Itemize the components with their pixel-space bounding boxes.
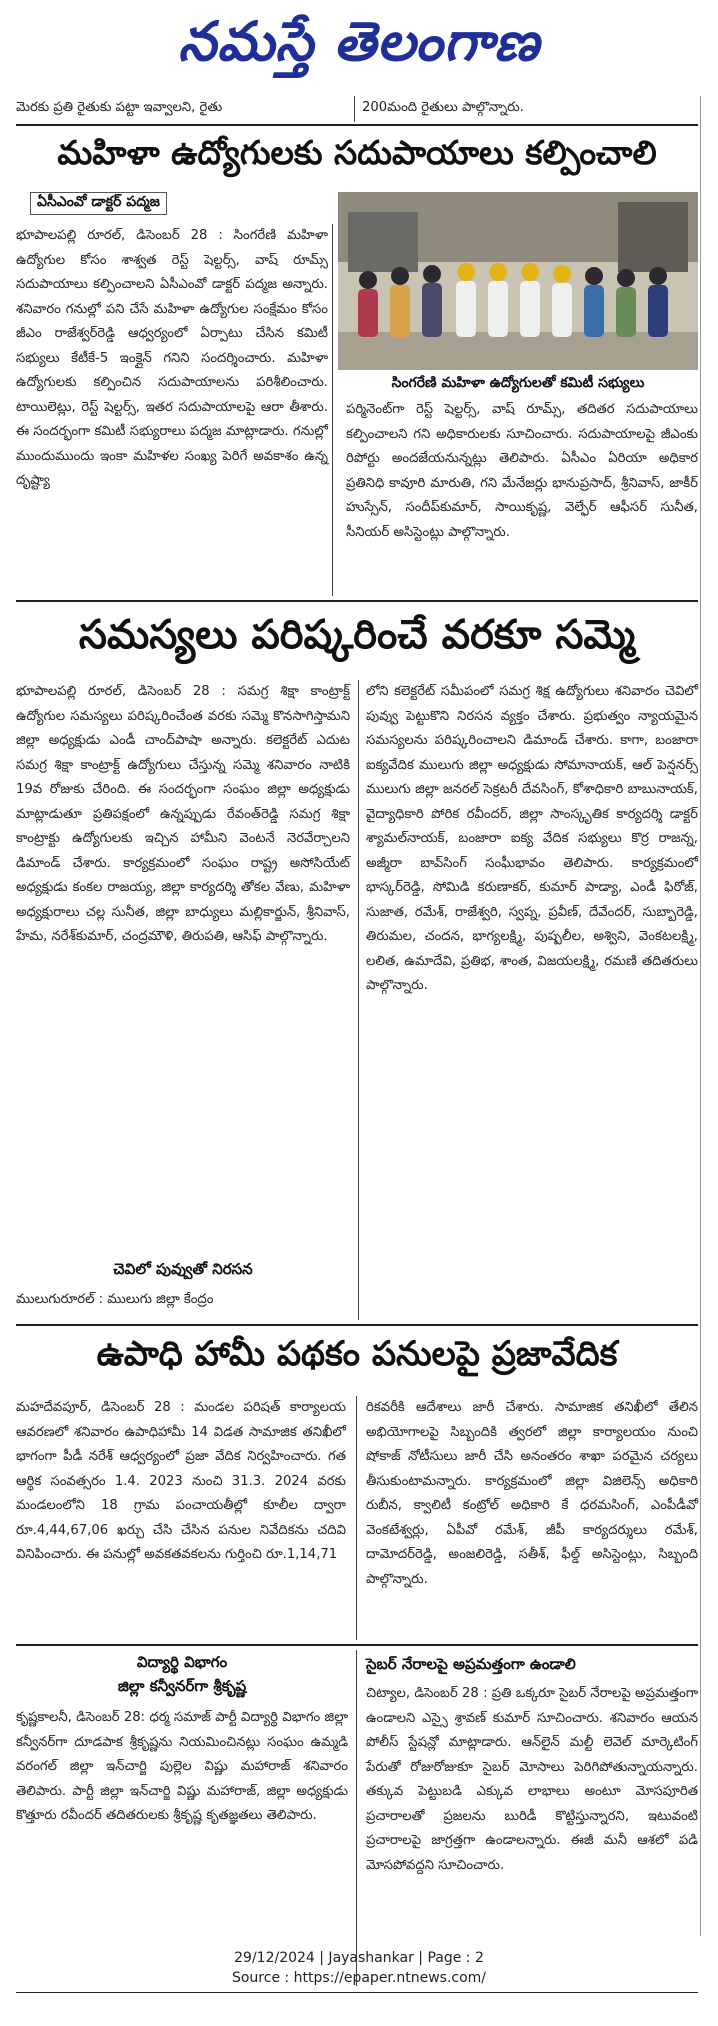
article2-left-column — [16, 680, 350, 950]
section-rule — [16, 124, 698, 126]
article2-left-text: భూపాలపల్లి రూరల్, డిసెంబర్ 28 : సమగ్ర శిక్షా కాంట్రాక్ట్ ఉద్యోగుల సమస్యలు పరిష్కరించేంత వరకు సమ్మె కొనసాగిస్తామని జిల్లా అధ్యక్షుడు ఎండీ చాంద్‌పాషా అన్నారు. కలెక్టరేట్ ఎదుట సమగ్ర శిక్షా కాంట్రాక్ట్ ఉద్యోగులు చేస్తున్న సమ్మె శనివారం నాటికి 19వ రోజుకు చేరింది. ఈ సందర్భంగా సంఘం జిల్లా అధ్యక్షుడు మాట్లాడుతూ ప్రతిపక్షంలో ఉన్నప్పుడు రేవంత్‌రెడ్డి సమగ్ర శిక్షా కాంట్రాక్టు ఉద్యోగులకు ఇచ్చిన హామీని వెంటనే నెరవేర్చాలని డిమాండ్ చేశారు. కార్యక్రమంలో సంఘం రాష్ట్ర అసోసియేట్ అధ్యక్షుడు కంకల రాజయ్య, జిల్లా కార్యదర్శి తోకల వేణు, మహిళా అధ్యక్షురాలు చల్ల సునీత, జిల్లా బాధ్యులు మల్లికార్జున్, శ్రీనివాస్, హేమ, నరేశ్‌కుమార్, చంద్రమౌళి, తిరుపతి, ఆసిఫ్ పాల్గొన్నారు. — [16, 684, 350, 944]
masthead — [0, 0, 718, 96]
section-rule — [16, 1324, 698, 1326]
article5-body-text: చిట్యాల, డిసెంబర్ 28 : ప్రతి ఒక్కరూ సైబర్ నేరాలపై అప్రమత్తంగా ఉండాలని ఎస్సై శ్రావణ్ కుమార్ సూచించారు. శనివారం ఆయన పోలీస్ స్టేషన్లో మాట్లాడారు. ఆన్‌లైన్ మల్టీ లెవెల్ మార్కెటింగ్ పేరుతో రోజురోజుకూ సైబర్ మోసాలు పెరిగిపోతున్నాయన్నారు. తక్కువ పెట్టుబడి ఎక్కువ లాభాలు అంటూ మోసపూరిత ప్రచారాలతో ప్రజలను బురిడీ కొట్టిస్తున్నారని, ఇటువంటి ప్రచారాలపై జాగ్రత్తగా ఉండాలన్నారు. ఈజీ మనీ ఆశలో పడి మోసపోవద్దని సూచించారు. — [366, 1686, 698, 1873]
article5-body — [366, 1682, 698, 1878]
article1-right-column — [346, 398, 698, 545]
footer-edition-line: 29/12/2024 | Jayashankar | Page : 2 — [234, 1950, 484, 1966]
article1-left-text: భూపాలపల్లి రూరల్, డిసెంబర్ 28 : సింగరేణి మహిళా ఉద్యోగుల కోసం శాశ్వత రెస్ట్ షెల్టర్స్, వాష్ రూమ్స్ సదుపాయాలు కల్పించాలని ఏసీఎంవో డాక్టర్ పద్మజ అన్నారు. శనివారం గనుల్లో పని చేసే మహిళా ఉద్యోగుల సంక్షేమం కోసం జీఎం రాజేశ్వర్‌రెడ్డి ఆధ్వర్యంలో ఏర్పాటు చేసిన కమిటీ సభ్యులు కేటీకే-5 ఇంక్లైన్ గనిని సందర్శించారు. మహిళా ఉద్యోగులకు కల్పించిన సదుపాయాలను పరిశీలించారు. టాయిలెట్లు, రెస్ట్ షెల్టర్స్, ఇతర సదుపాయాలపై ఆరా తీశారు. ఈ సందర్భంగా కమిటీ సభ్యురాలు పద్మజ మాట్లాడారు. గనుల్లో ముందుముందు ఇంకా మహిళల సంఖ్య పెరిగే అవకాశం ఉన్న దృష్ట్యా — [16, 228, 328, 488]
article2-right-text: లోని కలెక్టరేట్ సమీపంలో సమగ్ర శిక్ష ఉద్యోగులు శనివారం చెవిలో పువ్వు పెట్టుకొని నిరసన వ్యక్తం చేశారు. ప్రభుత్వం న్యాయమైన సమస్యలను పరిష్కరించాలని డిమాండ్ చేశారు. కాగా, బంజారా ఐక్యవేదిక ములుగు జిల్లా అధ్యక్షుడు సోమానాయక్, ఆల్ పెన్షనర్స్ ములుగు జిల్లా జనరల్ సెక్రటరీ దేవసింగ్, కోశాధికారి బాబునాయక్, వైద్యాధికారి పోరిక రవీందర్, జిల్లా సాంస్కృతిక కార్యదర్శి డాక్టర్ శ్యామల్‌నాయక్, బంజారా ఐక్య వేదిక సభ్యులు కొర్ర రాజన్న, అజ్మీరా బావ్‌సింగ్ సంఘీభావం తెలిపారు. కార్యక్రమంలో భాస్కర్‌రెడ్డి, సోమిడి కరుణాకర్, కుమార్ పాడ్యా, ఎండీ ఫిరోజ్, సుజాత, రమేశ్, రాజేశ్వరి, స్వప్న, ప్రవీణ్, దేవేందర్, సుబ్బారెడ్డి, తిరుమల, చందన, భాగ్యలక్ష్మి, పుష్పలీల, అశ్విని, వెంకటలక్ష్మి, లలిత, ఉమాదేవి, ప్రతిభ, శాంత, విజయలక్ష్మి, రమణి తదితరులు పాల్గొన్నారు. — [366, 684, 698, 993]
article3-headline: ఉపాధి హామీ పథకం పనులపై ప్రజావేదిక — [96, 1334, 618, 1374]
top-strip-left: మెరకు ప్రతి రైతుకు పట్టా ఇవ్వాలని, రైతు — [16, 100, 223, 115]
group-photo-illustration — [338, 192, 698, 370]
masthead-title: నమస్తే తెలంగాణ — [178, 9, 540, 73]
article2-right-column — [366, 680, 698, 999]
section-rule — [16, 600, 698, 602]
section-rule — [16, 1644, 698, 1646]
article1-byline: ఏసీఎంవో డాక్టర్ పద్మజ — [30, 192, 167, 215]
article1-right-text: పర్మినెంట్‌గా రెస్ట్ షెల్టర్స్, వాష్ రూమ్స్, తదితర సదుపాయాలు కల్పించాలని గని అధికారులకు సూచించారు. సదుపాయాలపై జీఎంకు రిపోర్టు అందజేయనున్నట్లు తెలిపారు. ఏసీఎం ఏరియా అధికార ప్రతినిధి కావూరి మారుతి, గని మేనేజర్లు భానుప్రసాద్, శ్రీనివాస్, జాకీర్ హుస్సేన్, సందీప్‌కుమార్, సాయికృష్ణ, వెల్ఫేర్ ఆఫీసర్ సునీత, సీనియర్ అసిస్టెంట్లు పాల్గొన్నారు. — [346, 402, 698, 540]
article4-body — [16, 1706, 348, 1829]
article3-left-column — [16, 1396, 346, 1568]
column-divider — [332, 224, 333, 596]
column-divider — [358, 680, 359, 1320]
footer-source-line: Source : https://epaper.ntnews.com/ — [231, 1970, 487, 1986]
article5-headline: సైబర్ నేరాలపై అప్రమత్తంగా ఉండాలి — [366, 1655, 576, 1673]
article4-headline-line1: విద్యార్థి విభాగం — [136, 1653, 228, 1671]
article3-right-text: రికవరీకి ఆదేశాలు జారీ చేశారు. సామాజిక తనిఖీలో తేలిన అభియోగాలపై సిబ్బందికి త్వరలో జిల్లా కార్యాలయం నుంచి షోకాజ్ నోటీసులు జారీ చేసి అనంతరం శాఖా పరమైన చర్యలు తీసుకుంటామన్నారు. కార్యక్రమంలో జిల్లా విజిలెన్స్ అధికారి రుబీన, క్వాలిటీ కంట్రోల్ అధికారి కే ధరమసింగ్, ఎంపీడీవో వెంకటేశ్వర్లు, ఏపీవో రమేశ్, జీపీ కార్యదర్శులు రమేశ్, దామోదర్‌రెడ్డి, అంజలిరెడ్డి, సతీశ్, ఫీల్డ్ అసిస్టెంట్లు, సిబ్బంది పాల్గొన్నారు. — [366, 1400, 698, 1587]
adjacent-page-edge — [700, 96, 718, 1936]
article2-sub-lead: ములుగురూరల్ : ములుగు జిల్లా కేంద్రం — [16, 1292, 214, 1307]
article2-subheading: చెవిలో పువ్వుతో నిరసన — [113, 1260, 253, 1278]
column-divider — [354, 96, 355, 122]
article4-headline-line2: జిల్లా కన్వీనర్‌గా శ్రీకృష్ణ — [117, 1677, 247, 1695]
column-divider — [356, 1396, 357, 1640]
article1-photo-caption: సింగరేణి మహిళా ఉద్యోగులతో కమిటీ సభ్యులు — [391, 375, 645, 391]
article3-left-text: మహదేవపూర్, డిసెంబర్ 28 : మండల పరిషత్ కార్యాలయ ఆవరణలో శనివారం ఉపాధిహామీ 14 విడత సామాజిక తనిఖీలో భాగంగా పీడీ నరేశ్ ఆధ్వర్యంలో ప్రజా వేదిక నిర్వహించారు. గత ఆర్థిక సంవత్సరం 1.4. 2023 నుంచి 31.3. 2024 వరకు మండలంలోని 18 గ్రామ పంచాయతీల్లో కూలీల ద్వారా రూ.4,44,67,06 ఖర్చు చేసి చేసిన పనుల నివేదికను చదివి వినిపించారు. ఈ పనుల్లో అవకతవకలను గుర్తించి రూ.1,14,71 — [16, 1400, 346, 1562]
page-edge-line — [700, 96, 701, 1936]
article4-body-text: కృష్ణకాలనీ, డిసెంబర్ 28: ధర్మ సమాజ్ పార్టీ విద్యార్థి విభాగం జిల్లా కన్వీనర్‌గా దూడపాక శ్రీకృష్ణను నియమించినట్లు సంఘం ఉమ్మడి వరంగల్ జిల్లా ఇన్‌చార్జి పుల్లెల విష్ణు మహారాజ్ శనివారం తెలిపారు. పార్టీ జిల్లా ఇన్‌చార్జి విష్ణు మహారాజ్, జిల్లా అధ్యక్షుడు కొత్తూరు రవీందర్ తదితరులకు శ్రీకృష్ణ కృతజ్ఞతలు తెలిపారు. — [16, 1710, 348, 1823]
article1-left-column — [16, 224, 328, 494]
article1-headline: మహిళా ఉద్యోగులకు సదుపాయాలు కల్పించాలి — [57, 133, 657, 172]
article1-photo — [338, 192, 698, 370]
top-strip-right: 200మంది రైతులు పాల్గొన్నారు. — [362, 100, 524, 115]
page-bottom-rule — [16, 1992, 698, 1993]
page-footer — [0, 1948, 718, 1988]
article4-headline — [16, 1650, 348, 1698]
article2-headline: సమస్యలు పరిష్కరించే వరకూ సమ్మె — [78, 612, 636, 658]
column-divider — [356, 1650, 357, 1986]
article3-right-column — [366, 1396, 698, 1592]
